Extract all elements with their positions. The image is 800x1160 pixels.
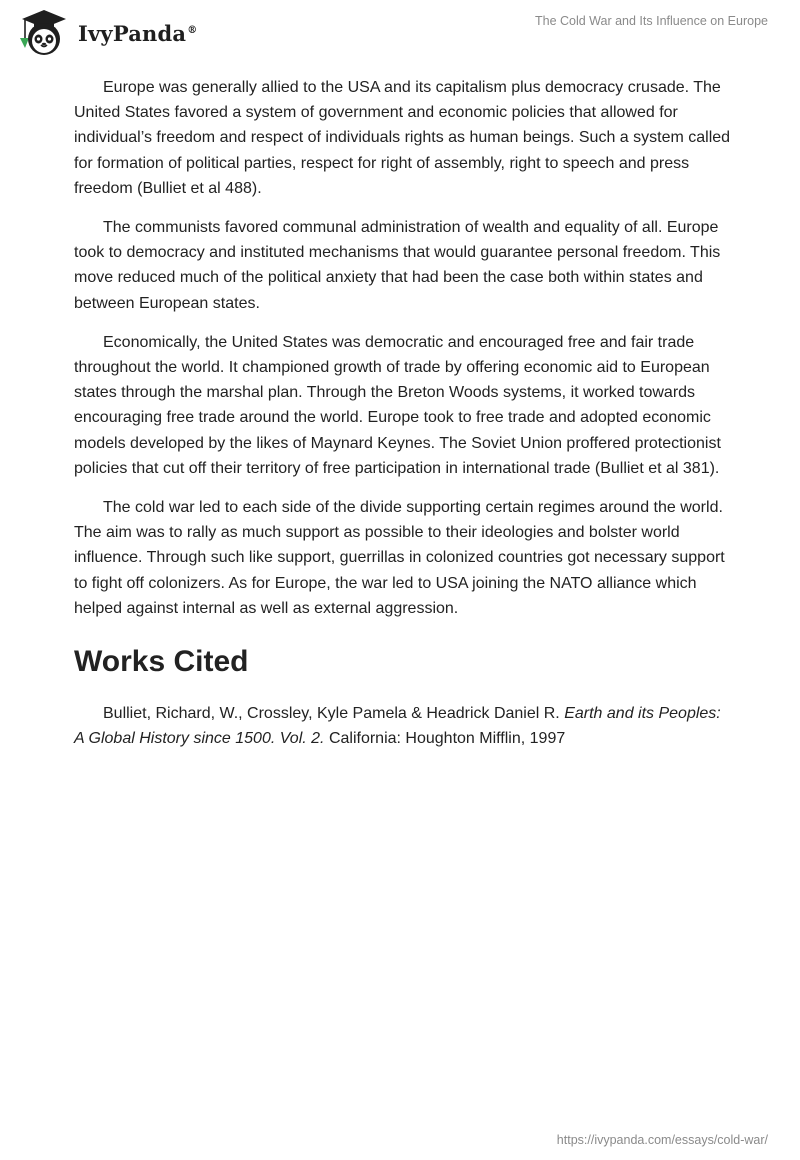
- citation-authors: Bulliet, Richard, W., Crossley, Kyle Pamela & Headrick Daniel R.: [103, 705, 565, 723]
- works-cited-heading: Works Cited: [74, 645, 249, 679]
- panda-graduate-icon: [14, 8, 74, 58]
- citation-publisher: California: Houghton Mifflin, 1997: [324, 730, 566, 748]
- body-paragraph: The communists favored communal administration of wealth and equality of all. Europe took to democracy and instituted mechanisms that would guarantee personal freedom. This move reduced much of the political anxiety that had been the case both within states and between European states.: [74, 219, 721, 312]
- citation-title: Earth and its Peoples: A Global History since 1500. Vol. 2.: [74, 705, 721, 748]
- citation-entry: [74, 701, 734, 751]
- page-header: [0, 0, 800, 60]
- document-title: The Cold War and Its Influence on Europe: [534, 14, 768, 28]
- body-paragraph: Economically, the United States was democratic and encouraged free and fair trade throughout the world. It championed growth of trade by offering economic aid to European states through the marshal plan. Through the Breton Woods systems, it worked towards encouraging free trade around the world. Europe took to free trade and adopted economic models developed by the likes of Maynard Keynes. The Soviet Union proffered protectionist policies that cut off their territory of free participation in international trade (Bulliet et al 381).: [74, 333, 721, 477]
- body-paragraph: The cold war led to each side of the divide supporting certain regimes around the world. The aim was to rally as much support as possible to their ideologies and bolster world influence. Through such like support, guerrillas in colonized countries got necessary support to fight off colonizers. As for Europe, the war led to USA joining the NATO alliance which helped against internal as well as external aggression.: [74, 499, 725, 617]
- registered-mark: ®: [187, 24, 198, 36]
- body-paragraph: Europe was generally allied to the USA and its capitalism plus democracy crusade. The United States favored a system of government and economic policies that allowed for individual’s freedom and respect of individuals rights as human beings. Such a system called for formation of political parties, respect for right of assembly, right to speech and press freedom (Bulliet et al 488).: [74, 79, 731, 197]
- source-url[interactable]: https://ivypanda.com/essays/cold-war/: [556, 1133, 768, 1147]
- logo-wordmark: IvyPanda®: [78, 20, 198, 46]
- ivypanda-logo[interactable]: [14, 8, 197, 58]
- essay-content: [74, 75, 734, 751]
